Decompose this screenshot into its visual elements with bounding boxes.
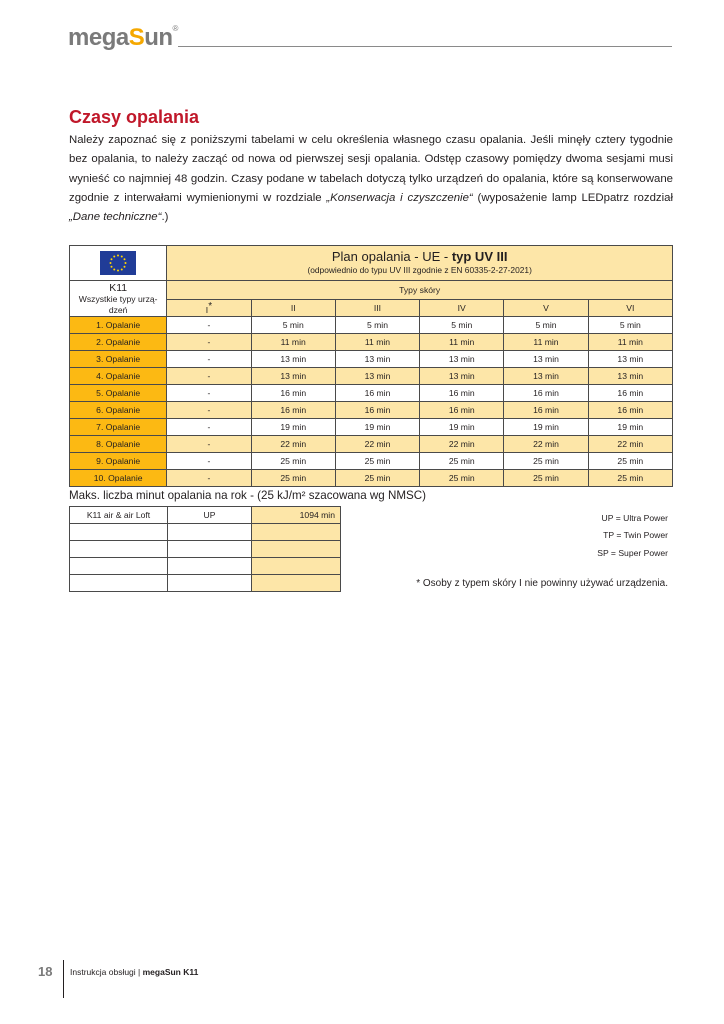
annual-minutes — [252, 524, 341, 541]
annual-model — [70, 558, 168, 575]
annual-minutes — [252, 575, 341, 592]
plan-header — [167, 246, 673, 281]
session-label: 5. Opalanie — [70, 385, 167, 402]
annual-row — [70, 558, 341, 575]
annual-power — [168, 541, 252, 558]
skin-type-header: VI — [588, 300, 672, 317]
session-time: 19 min — [420, 419, 504, 436]
session-time: 22 min — [588, 436, 672, 453]
skin-type-header: III — [335, 300, 419, 317]
session-time: 22 min — [504, 436, 588, 453]
annual-model: K11 air & air Loft — [70, 507, 168, 524]
session-time: 5 min — [588, 317, 672, 334]
tanning-row — [70, 351, 673, 368]
annual-model — [70, 541, 168, 558]
legend-item: SP = Super Power — [597, 547, 668, 558]
annual-model — [70, 524, 168, 541]
skin-type-note: * Osoby z typem skóry I nie powinny używać urządzenia. — [416, 578, 668, 589]
tanning-row — [70, 436, 673, 453]
annual-power: UP — [168, 507, 252, 524]
skin-type-header: V — [504, 300, 588, 317]
skin-types-label: Typy skóry — [167, 281, 673, 300]
session-time: 13 min — [588, 351, 672, 368]
session-time: - — [167, 470, 251, 487]
session-time: 25 min — [588, 470, 672, 487]
plan-body — [70, 317, 673, 487]
session-time: - — [167, 368, 251, 385]
session-time: 13 min — [504, 351, 588, 368]
model-subtitle: Wszystkie typy urzą-dzeń — [78, 294, 158, 315]
session-time: 5 min — [251, 317, 335, 334]
tanning-row — [70, 385, 673, 402]
session-time: 13 min — [588, 368, 672, 385]
session-time: 13 min — [335, 351, 419, 368]
annual-minutes — [252, 541, 341, 558]
annual-power — [168, 524, 252, 541]
session-time: 5 min — [420, 317, 504, 334]
session-label: 8. Opalanie — [70, 436, 167, 453]
plan-title: Plan opalania - UE - typ UV III — [331, 249, 508, 264]
session-time: 25 min — [588, 453, 672, 470]
tanning-row — [70, 419, 673, 436]
session-time: 5 min — [504, 317, 588, 334]
session-time: 16 min — [588, 385, 672, 402]
power-legend — [597, 510, 668, 562]
tanning-plan-table — [69, 245, 673, 487]
session-time: - — [167, 453, 251, 470]
session-time: 19 min — [504, 419, 588, 436]
session-time: 13 min — [251, 351, 335, 368]
session-label: 4. Opalanie — [70, 368, 167, 385]
session-time: 25 min — [251, 470, 335, 487]
session-label: 1. Opalanie — [70, 317, 167, 334]
session-time: 25 min — [504, 453, 588, 470]
session-time: - — [167, 317, 251, 334]
footer-rule — [63, 960, 64, 998]
skin-type-header: IV — [420, 300, 504, 317]
annual-row — [70, 575, 341, 592]
section-title: Czasy opalania — [69, 107, 200, 127]
eu-flag-cell — [70, 246, 167, 281]
model-name: K11 — [109, 282, 128, 294]
tanning-row — [70, 317, 673, 334]
skin-type-header: I* — [167, 300, 251, 317]
annual-row — [70, 524, 341, 541]
session-time: - — [167, 419, 251, 436]
session-time: 11 min — [420, 334, 504, 351]
page-number: 18 — [38, 964, 53, 979]
session-label: 7. Opalanie — [70, 419, 167, 436]
session-time: 22 min — [420, 436, 504, 453]
session-time: 16 min — [335, 402, 419, 419]
session-label: 3. Opalanie — [70, 351, 167, 368]
legend-item: UP = Ultra Power — [601, 513, 668, 523]
tanning-row — [70, 402, 673, 419]
session-label: 6. Opalanie — [70, 402, 167, 419]
tanning-row — [70, 334, 673, 351]
session-time: 16 min — [588, 402, 672, 419]
session-time: 11 min — [588, 334, 672, 351]
annual-power — [168, 575, 252, 592]
session-time: 22 min — [335, 436, 419, 453]
session-time: 19 min — [335, 419, 419, 436]
skin-type-header: II — [251, 300, 335, 317]
session-time: 25 min — [251, 453, 335, 470]
header-rule — [178, 46, 672, 47]
session-time: - — [167, 436, 251, 453]
annual-limit-title: Maks. liczba minut opalania na rok - (25 kJ/m² szacowana wg NMSC) — [69, 489, 426, 502]
session-time: 25 min — [504, 470, 588, 487]
session-time: - — [167, 334, 251, 351]
session-time: - — [167, 351, 251, 368]
session-time: 25 min — [420, 470, 504, 487]
annual-minutes — [252, 558, 341, 575]
tanning-row — [70, 470, 673, 487]
annual-limit-table — [69, 506, 341, 592]
session-label: 10. Opalanie — [70, 470, 167, 487]
session-time: 11 min — [251, 334, 335, 351]
session-time: - — [167, 402, 251, 419]
eu-flag-icon — [100, 251, 136, 275]
annual-power — [168, 558, 252, 575]
session-time: 16 min — [251, 402, 335, 419]
session-time: 11 min — [504, 334, 588, 351]
session-time: 16 min — [420, 385, 504, 402]
session-time: 16 min — [504, 385, 588, 402]
session-time: 13 min — [504, 368, 588, 385]
session-time: 16 min — [251, 385, 335, 402]
session-time: 25 min — [335, 470, 419, 487]
model-cell — [70, 281, 167, 317]
session-time: 5 min — [335, 317, 419, 334]
session-time: 16 min — [420, 402, 504, 419]
session-time: 16 min — [335, 385, 419, 402]
session-time: 19 min — [251, 419, 335, 436]
session-time: 19 min — [588, 419, 672, 436]
tanning-row — [70, 453, 673, 470]
intro-paragraph: Należy zapoznać się z poniższymi tabelami w celu określenia własnego czasu opalania. Jeśli minęły cztery tygodnie bez opalania, to należy zacząć od nowa od pierwszej sesji opalania. Odstęp czasowy pomiędzy dwoma sesjami musi wynieść co najmniej 48 godzin. Czasy podane w tabelach dotyczą tylko urządzeń do opalania, które są konserwowane zgodnie z interwałami wymienionymi w rozdziale „Konserwacja i czyszczenie“ (wyposażenie lamp LEDpatrz rozdział „Dane techniczne“.) — [69, 134, 674, 224]
session-time: 13 min — [420, 368, 504, 385]
session-time: 16 min — [504, 402, 588, 419]
session-time: 22 min — [251, 436, 335, 453]
session-time: 25 min — [420, 453, 504, 470]
session-time: 25 min — [335, 453, 419, 470]
megasun-logo: megaSun® — [68, 24, 178, 51]
legend-item: TP = Twin Power — [603, 530, 668, 541]
session-time: 11 min — [335, 334, 419, 351]
session-time: - — [167, 385, 251, 402]
session-label: 2. Opalanie — [70, 334, 167, 351]
plan-subtitle: (odpowiednio do typu UV III zgodnie z EN 60335-2-27-2021) — [307, 265, 532, 275]
tanning-row — [70, 368, 673, 385]
annual-model — [70, 575, 168, 592]
footer-text: Instrukcja obsługi | megaSun K11 — [70, 967, 199, 977]
session-label: 9. Opalanie — [70, 453, 167, 470]
session-time: 13 min — [420, 351, 504, 368]
annual-minutes: 1094 min — [252, 507, 341, 524]
annual-row — [70, 541, 341, 558]
session-time: 13 min — [335, 368, 419, 385]
session-time: 13 min — [251, 368, 335, 385]
annual-row — [70, 507, 341, 524]
